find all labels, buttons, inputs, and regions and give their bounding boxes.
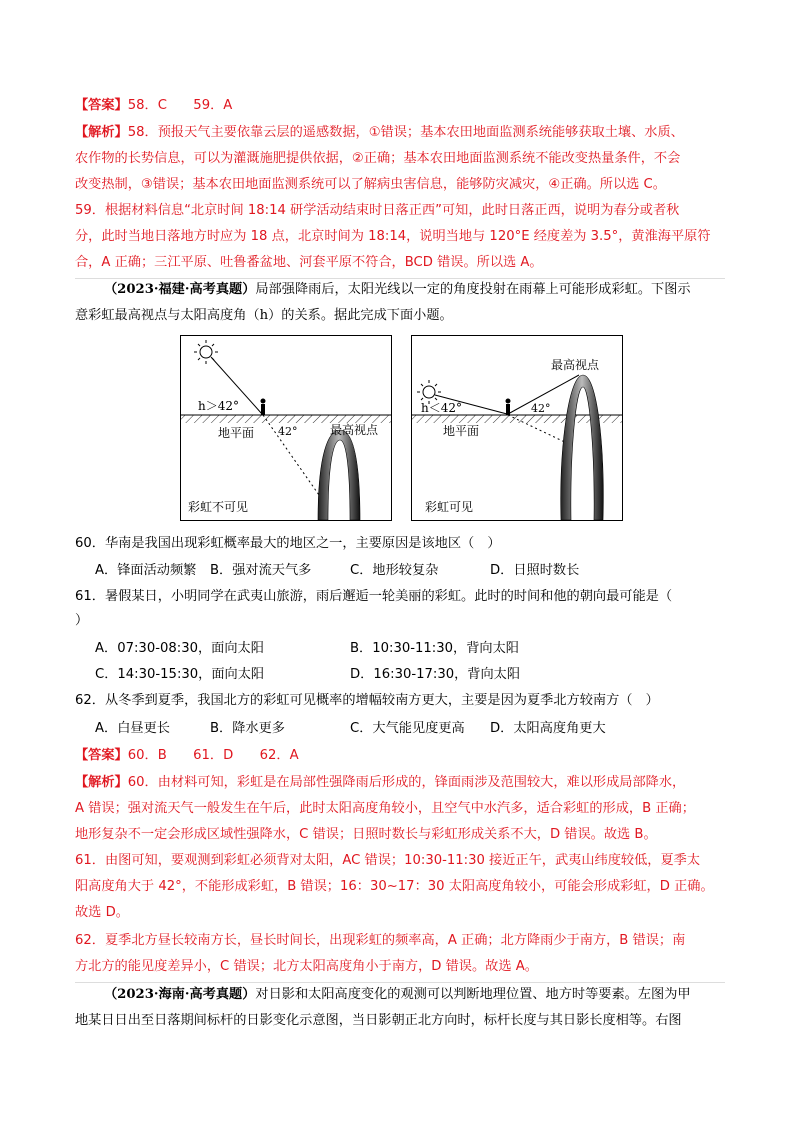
analysis-line: 59．根据材料信息“北京时间 18:14 研学活动结束时日落正西”可知，此时日落正西，说明为春分或者秋 [75,203,680,218]
question-61-stem-cont: ） [75,613,89,628]
question-61-stem: 61．暑假某日，小明同学在武夷山旅游，雨后邂逅一轮美丽的彩虹。此时的时间和他的朝向最可能是（ [75,589,673,604]
q60-option-a[interactable]: A．锋面活动频繁 [95,563,197,578]
answer-label: 【答案】 [75,748,128,763]
angle-label: h＞42° [198,399,239,413]
analysis-line: 改变热制，③错误；基本农田地面监测系统可以了解病虫害信息，能够防灾减灾，④正确。所以选 C。 [75,177,666,192]
divider [75,982,725,983]
analysis-line: 61．由图可知，要观测到彩虹必须背对太阳，AC 错误；10:30-11:30 接近正午，武夷山纬度较低，夏季太 [75,853,701,868]
exam-source: （2023·福建·高考真题） [104,282,256,297]
question-62-stem: 62．从冬季到夏季，我国北方的彩虹可见概率的增幅较南方更大，主要是因为夏季北方较南方（ ） [75,693,659,708]
person-icon [261,399,266,416]
divider [75,278,725,279]
panel-caption: 彩虹不可见 [188,500,249,514]
analysis-label: 【解析】 [75,125,128,140]
analysis-line [75,774,685,792]
answer-label: 【答案】 [75,98,128,113]
q61-option-b[interactable]: B．10:30-11:30，背向太阳 [350,641,519,656]
answer-line-2 [75,747,299,765]
q62-option-d[interactable]: D．太阳高度角更大 [490,721,606,736]
degree-label: 42° [278,425,298,438]
analysis-line: 方北方的能见度差异小，C 错误；北方太阳高度角小于南方，D 错误。故选 A。 [75,959,538,974]
q62-option-c[interactable]: C．大气能见度更高 [350,721,465,736]
top-point-label: 最高视点 [551,358,600,372]
analysis-line: A 错误；强对流天气一般发生在午后，此时太阳高度角较小，且空气中水汽多，适合彩虹的形成，B 正确； [75,801,695,816]
q62-option-a[interactable]: A．白昼更长 [95,721,170,736]
ground-label: 地平面 [218,426,255,440]
ground-label: 地平面 [443,424,480,438]
intro-text: 局部强降雨后，太阳光线以一定的角度投射在雨幕上可能形成彩虹。下图示 [255,282,691,297]
analysis-label: 【解析】 [75,775,128,790]
analysis-line: 阳高度角大于 42°，不能形成彩虹，B 错误；16：30~17：30 太阳高度角较小，可能会形成彩虹，D 正确。 [75,879,714,894]
analysis-line: 地形复杂不一定会形成区域性强降水，C 错误；日照时数长与彩虹形成关系不大，D 错误。故选 B。 [75,827,657,842]
intro-line: 地某日日出至日落期间标杆的日影变化示意图，当日影朝正北方向时，标杆长度与其日影长度相等。右图 [75,1013,682,1028]
question-60-stem: 60．华南是我国出现彩虹概率最大的地区之一，主要原因是该地区（ ） [75,536,501,551]
answer-line-1 [75,97,232,115]
panel-caption: 彩虹可见 [425,500,474,514]
analysis-line [75,124,684,142]
q60-option-b[interactable]: B．强对流天气多 [210,563,312,578]
analysis-line: 合，A 正确；三江平原、吐鲁番盆地、河套平原不符合，BCD 错误。所以选 A。 [75,255,543,270]
ground-hatch [181,415,391,423]
analysis-line: 分，此时当地日落地方时应为 18 点，北京时间为 18:14，说明当地与 120°E 经度差为 3.5°，黄淮海平原符 [75,229,711,244]
analysis-line: 故选 D。 [75,905,129,920]
analysis-text: 60．由材料可知，彩虹是在局部性强降雨后形成的，锋面雨涉及范围较大，难以形成局部降水， [127,775,686,790]
intro-text: 对日影和太阳高度变化的观测可以判断地理位置、地方时等要素。左图为甲 [255,987,691,1002]
analysis-line: 62．夏季北方昼长较南方长，昼长时间长，出现彩虹的频率高，A 正确；北方降雨少于南方，B 错误；南 [75,933,686,948]
q61-option-a[interactable]: A．07:30-08:30，面向太阳 [95,641,264,656]
analysis-line: 农作物的长势信息，可以为灌溉施肥提供依据，②正确；基本农田地面监测系统不能改变热量条件，不会 [75,151,681,166]
intro-line [104,986,691,1004]
top-point-label: 最高视点 [330,423,379,437]
q61-option-c[interactable]: C．14:30-15:30，面向太阳 [95,667,265,682]
panel-right [412,336,623,521]
rainbow-figure [180,335,630,521]
answer-text: 58．C 59．A [127,98,233,113]
degree-label: 42° [531,402,551,415]
q61-option-d[interactable]: D．16:30-17:30，背向太阳 [350,667,521,682]
angle-label: h＜42° [421,401,462,415]
q60-option-c[interactable]: C．地形较复杂 [350,563,439,578]
intro-line: 意彩虹最高视点与太阳高度角（h）的关系。据此完成下面小题。 [75,308,453,323]
exam-source: （2023·海南·高考真题） [104,987,256,1002]
panel-left [181,336,392,521]
q60-option-d[interactable]: D．日照时数长 [490,563,580,578]
answer-text: 60．B 61．D 62．A [127,748,299,763]
analysis-text: 58．预报天气主要依靠云层的遥感数据，①错误；基本农田地面监测系统能够获取土壤、水质、 [127,125,684,140]
q62-option-b[interactable]: B．降水更多 [210,721,285,736]
intro-line [104,281,691,299]
